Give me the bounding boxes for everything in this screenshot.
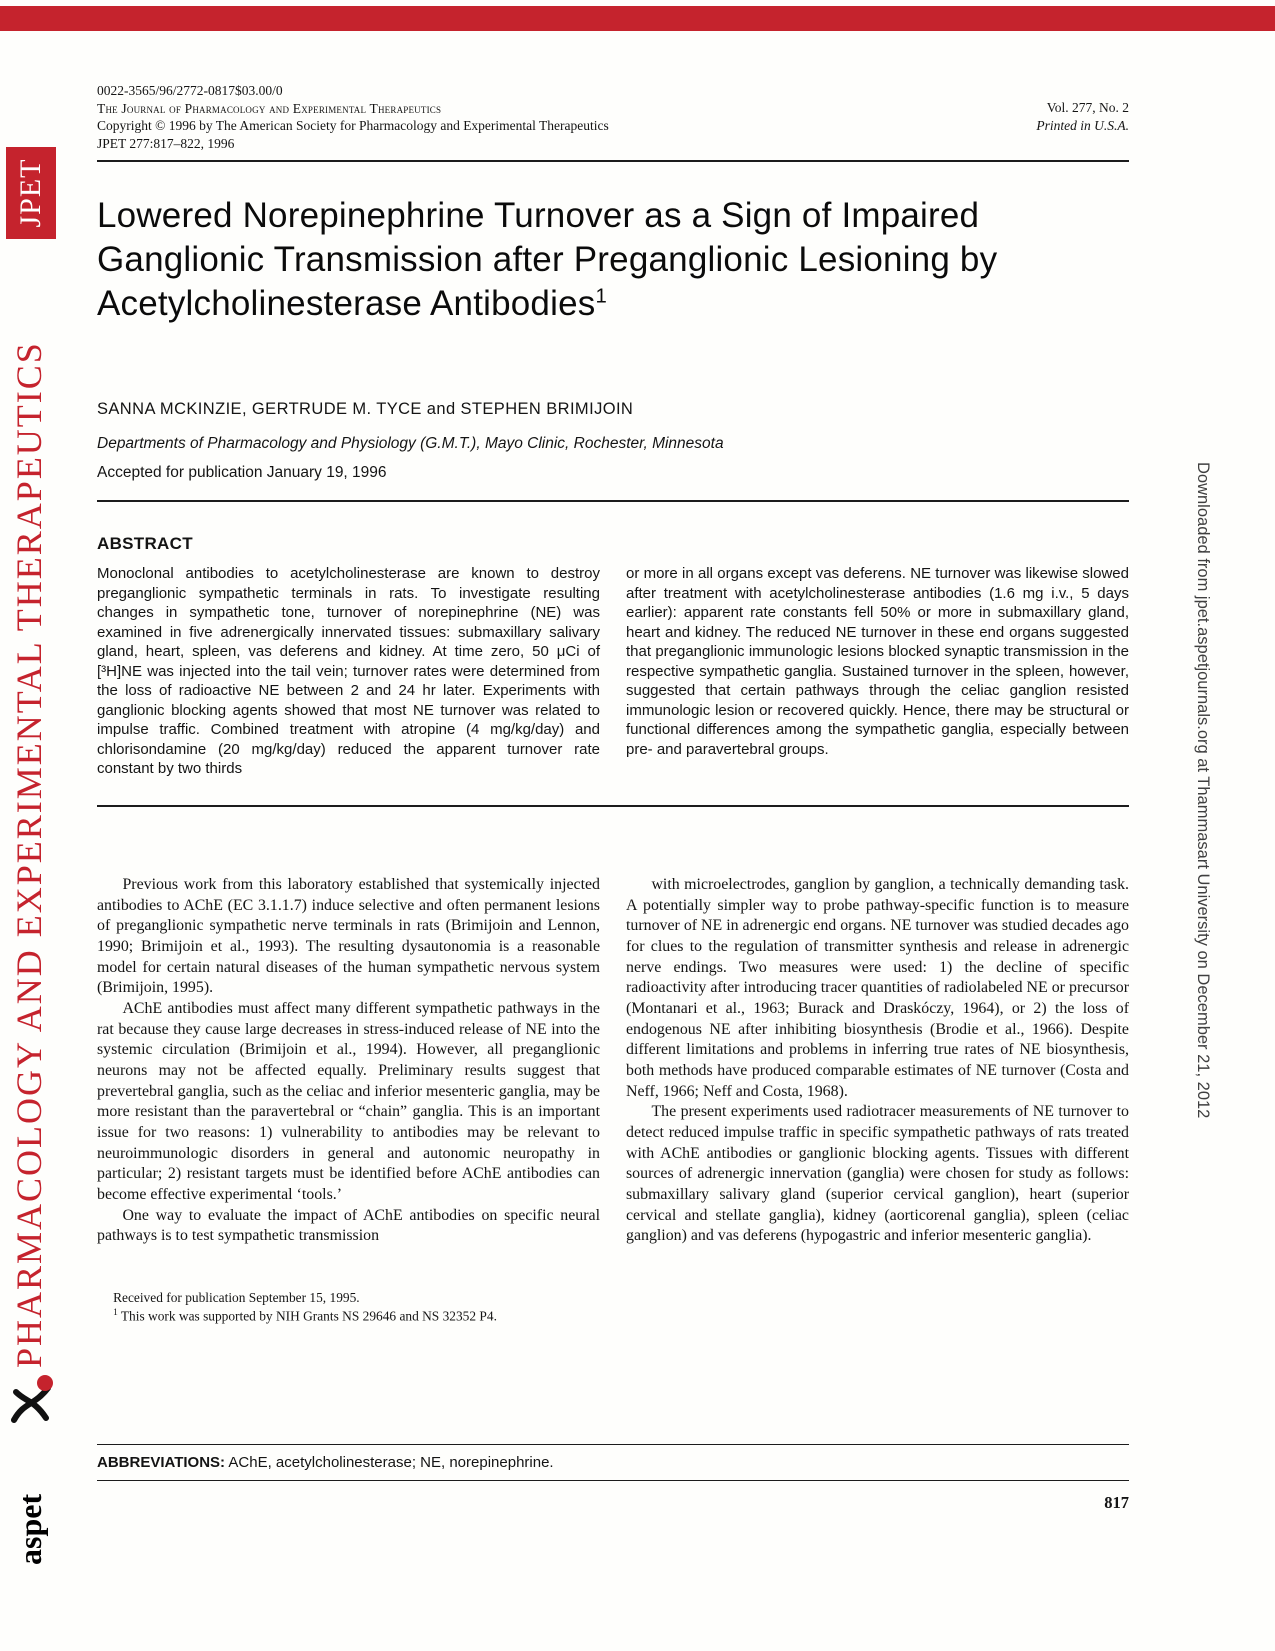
abstract-columns bbox=[97, 564, 1129, 779]
journal-name: The Journal of Pharmacology and Experimental Therapeutics bbox=[97, 100, 442, 116]
abstract-section bbox=[97, 534, 1129, 779]
title-line-text: Acetylcholinesterase Antibodies bbox=[97, 284, 596, 324]
abbreviations-line bbox=[97, 1445, 1129, 1480]
title-footnote-mark: 1 bbox=[595, 285, 607, 308]
abstract-column-1 bbox=[97, 564, 600, 779]
abstract-divider bbox=[97, 805, 1129, 807]
body-paragraph: The present experiments used radiotracer measurements of NE turnover to detect reduced impulse traffic in specific sympathetic pathways of rats treated with AChE antibodies or ganglionic blocking agents. Tissues with different sources of adrenergic innervation (ganglia) were chosen for study as follows: submaxillary salivary gland (superior cervical ganglion), heart (superior cervical and stellate ganglia), kidney (aorticorenal ganglia), spleen (celiac ganglion) and vas deferens (hypogastric and inferior mesenteric ganglia). bbox=[626, 1103, 1129, 1245]
footnotes bbox=[97, 1289, 600, 1325]
body-paragraph: Previous work from this laboratory established that systemically injected antibodies to AChE (EC 3.1.1.7) induce selective and often permanent lesions of preganglionic sympathetic nerve terminals in rats (Brimijoin and Lennon, 1990; Brimijoin et al., 1993). The resulting dysautonomia is a reasonable model for certain natural diseases of the human sympathetic nervous system (Brimijoin, 1995). bbox=[97, 875, 600, 997]
body-paragraph: One way to evaluate the impact of AChE antibodies on specific neural pathways is to test sympathetic transmission bbox=[97, 1206, 600, 1245]
jpet-badge bbox=[6, 147, 56, 239]
abstract-heading: ABSTRACT bbox=[97, 534, 193, 554]
aspet-logo-icon bbox=[8, 1372, 56, 1426]
title-line: Lowered Norepinephrine Turnover as a Sign of Impaired bbox=[97, 196, 980, 236]
abstract-column-2 bbox=[626, 564, 1129, 779]
abbreviations-label: ABBREVIATIONS: bbox=[97, 1454, 226, 1471]
masthead-right bbox=[1036, 99, 1129, 152]
watermark-text: Downloaded from jpet.aspetjournals.org at Thammasart University on December 21, 2012 bbox=[1194, 462, 1212, 1119]
affiliation-line: Departments of Pharmacology and Physiology (G.M.T.), Mayo Clinic, Rochester, Minnesota bbox=[97, 435, 724, 453]
header-divider bbox=[97, 500, 1129, 502]
title-line: Ganglionic Transmission after Preganglionic Lesioning by bbox=[97, 240, 998, 280]
article-content bbox=[97, 82, 1129, 1325]
body-paragraph: with microelectrodes, ganglion by ganglion, a technically demanding task. A potentially simpler way to probe pathway-specific function is to measure turnover of NE in adrenergic end organs. NE turnover was studied decades ago for clues to the regulation of transmitter synthesis and release in adrenergic nerve endings. Two measures were used: 1) the decline of specific radioactivity after introducing tracer quantities of radiolabeled NE or precursor (Montanari et al., 1963; Burack and Draskóczy, 1964), or 2) the loss of endogenous NE after inhibiting biosynthesis (Brodie et al., 1966). Despite different limitations and problems in inferring true rates of NE biosynthesis, both methods have produced comparable estimates of NE turnover (Costa and Neff, 1966; Neff and Costa, 1968). bbox=[626, 875, 1129, 1100]
page-footer bbox=[97, 1444, 1129, 1513]
abstract-text: or more in all organs except vas deferens. NE turnover was likewise slowed after treatment with acetylcholinesterase antibodies (1.6 mg i.v., 5 days earlier): apparent rate constants fell 50% or more in submaxillary gland, heart and kidney. The reduced NE turnover in these end organs suggested that preganglionic immunologic lesions blocked synaptic transmission in the respective sympathetic ganglia. Sustained turnover in the spleen, however, suggested that certain pathways through the celiac ganglion resisted immunologic lesion or recovered quickly. Hence, there may be structural or functional differences among the sympathetic ganglia, especially between pre- and paravertebral groups. bbox=[626, 565, 1129, 758]
page-number: 817 bbox=[1104, 1493, 1129, 1512]
citation-line: JPET 277:817–822, 1996 bbox=[97, 135, 235, 151]
title-line bbox=[97, 282, 1129, 326]
journal-vertical-title: PHARMACOLOGY AND EXPERIMENTAL THERAPEUTICS bbox=[9, 341, 49, 1368]
volume-line: Vol. 277, No. 2 bbox=[1046, 100, 1129, 115]
accepted-line: Accepted for publication January 19, 1996 bbox=[97, 464, 387, 482]
printed-line: Printed in U.S.A. bbox=[1036, 117, 1129, 133]
top-red-band bbox=[0, 6, 1275, 31]
abbreviations-bottom-rule bbox=[97, 1480, 1129, 1481]
footnote-grant-text: This work was supported by NIH Grants NS 29646 and NS 32352 P4. bbox=[120, 1308, 497, 1324]
body-column-1 bbox=[97, 875, 600, 1325]
masthead-left bbox=[97, 82, 609, 152]
issn-line: 0022-3565/96/2772-0817$03.00/0 bbox=[97, 83, 283, 98]
masthead bbox=[97, 82, 1129, 152]
aspet-logo-label: aspet bbox=[12, 1493, 48, 1565]
footnote-grant bbox=[97, 1307, 600, 1325]
masthead-divider bbox=[97, 160, 1129, 162]
footnote-received: Received for publication September 15, 1995. bbox=[113, 1290, 360, 1306]
abbreviations-text: AChE, acetylcholinesterase; NE, norepinephrine. bbox=[228, 1454, 554, 1471]
copyright-line: Copyright © 1996 by The American Society for Pharmacology and Experimental Therapeutics bbox=[97, 118, 609, 134]
footnote-grant-mark: 1 bbox=[113, 1307, 118, 1318]
abstract-text: Monoclonal antibodies to acetylcholinesterase are known to destroy preganglionic sympathetic terminals in rats. To investigate resulting changes in sympathetic tone, turnover of norepinephrine (NE) was examined in five adrenergically innervated tissues: submaxillary salivary gland, heart, spleen, vas deferens and kidney. At time zero, 50 μCi of [³H]NE was injected into the tail vein; turnover rates were determined from the loss of radioactive NE between 2 and 24 hr later. Experiments with ganglionic blocking agents showed that most NE turnover was related to impulse traffic. Combined treatment with atropine (4 mg/kg/day) and chlorisondamine (20 mg/kg/day) reduced the apparent turnover rate constant by two thirds bbox=[97, 565, 600, 778]
body-column-2 bbox=[626, 875, 1129, 1325]
article-title bbox=[97, 194, 1129, 326]
authors-line: SANNA MCKINZIE, GERTRUDE M. TYCE and STEPHEN BRIMIJOIN bbox=[97, 400, 634, 419]
jpet-badge-label: JPET bbox=[14, 158, 47, 228]
body-paragraph: AChE antibodies must affect many different sympathetic pathways in the rat because they cause large decreases in stress-induced release of NE into the systemic circulation (Brimijoin et al., 1994). However, all preganglionic neurons may not be affected equally. Preliminary results suggest that prevertebral ganglia, such as the celiac and inferior mesenteric ganglia, may be more resistant than the paravertebral or “chain” ganglia. This is an important issue for two reasons: 1) vulnerability to antibodies may be relevant to neuroimmunologic disorders in general and autonomic neuropathy in particular; 2) resistant targets must be identified before AChE antibodies can become effective experimental ‘tools.’ bbox=[97, 1000, 600, 1204]
body-section bbox=[97, 875, 1129, 1325]
